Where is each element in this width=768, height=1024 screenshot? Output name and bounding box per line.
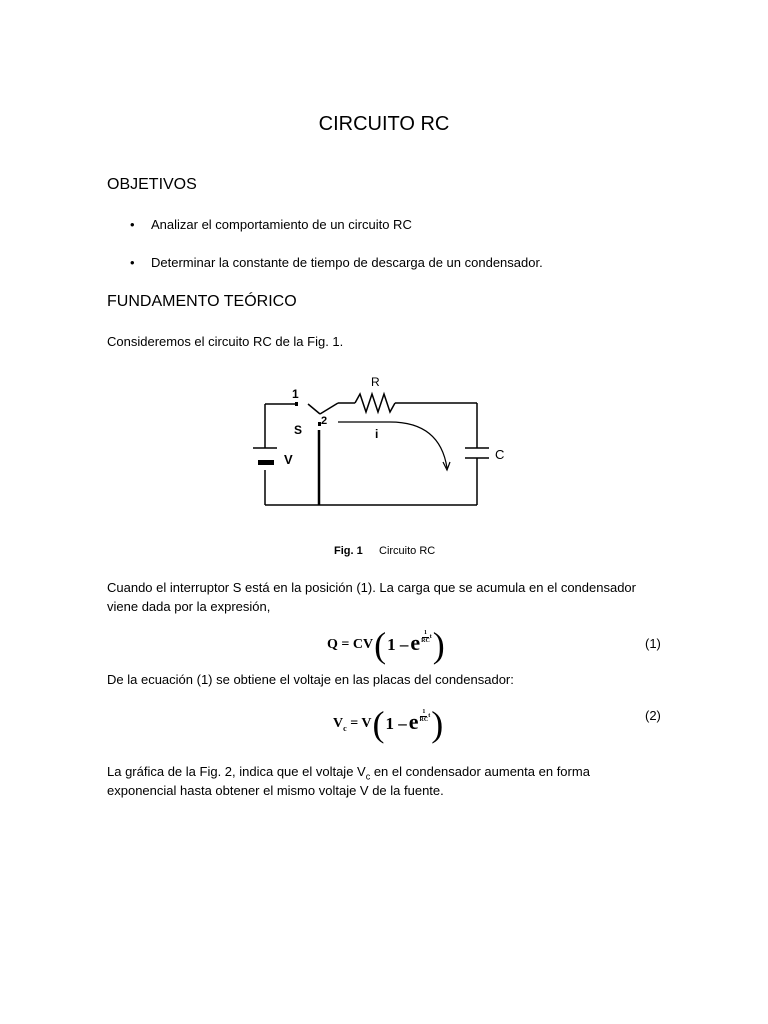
battery-plate-short	[258, 460, 274, 465]
left-paren: (	[372, 704, 385, 744]
left-paren: (	[374, 625, 387, 665]
paragraph-line: Cuando el interruptor S está en la posición (1). La carga que se acumula en el condensador	[107, 580, 636, 595]
figure-caption-number: Fig. 1	[334, 545, 363, 557]
eq2-exp-num: 1	[422, 708, 426, 715]
paragraph-line: De la ecuación (1) se obtiene el voltaje en las placas del condensador:	[107, 672, 514, 687]
right-paren: )	[432, 625, 445, 665]
eq1-lhs: Q = CV	[327, 637, 374, 652]
eq2-lhs-v: V	[333, 716, 344, 731]
label-v: V	[284, 452, 293, 467]
eq2-eq-v: = V	[346, 716, 372, 731]
page-title: CIRCUITO RC	[318, 113, 450, 135]
equation-2	[333, 704, 443, 744]
eq2-exp-t: t	[428, 713, 431, 719]
para3-text-b: en el condensador aumenta en forma	[370, 764, 590, 779]
eq2-e: e	[408, 709, 419, 734]
paragraph-line: exponencial hasta obtener el mismo voltaje V de la fuente.	[107, 783, 444, 798]
label-s: S	[294, 423, 303, 437]
objective-item: Analizar el comportamiento de un circuito RC	[151, 217, 412, 232]
resistor-symbol	[355, 394, 395, 412]
equation-1	[327, 625, 445, 665]
fundamento-heading: FUNDAMENTO TEÓRICO	[107, 293, 297, 310]
para3-text-a: La gráfica de la Fig. 2, indica que el voltaje V	[107, 764, 366, 779]
eq1-one-minus: 1 –	[387, 635, 409, 654]
terminal-1	[295, 402, 298, 406]
paragraph-line: viene dada por la expresión,	[107, 599, 271, 614]
label-c: C	[495, 447, 505, 462]
bullet-marker: •	[130, 255, 135, 270]
eq2-exp-den: RC	[419, 716, 429, 723]
label-2: 2	[321, 415, 328, 427]
label-1: 1	[292, 387, 299, 401]
eq2-one-minus: 1 –	[385, 714, 407, 733]
switch-blade	[308, 404, 320, 414]
figure-caption-text: Circuito RC	[379, 545, 436, 557]
eq1-exp-num: 1	[423, 629, 427, 636]
equation-2-number: (2)	[645, 708, 661, 723]
objective-item: Determinar la constante de tiempo de descarga de un condensador.	[151, 255, 543, 270]
objetivos-heading: OBJETIVOS	[107, 176, 197, 193]
current-arrow	[338, 422, 447, 468]
eq2-exponent	[420, 709, 429, 724]
eq1-exp-t: t	[429, 634, 432, 640]
bullet-marker: •	[130, 217, 135, 232]
rc-circuit-diagram	[250, 370, 520, 515]
para3-subscript: c	[365, 771, 371, 782]
eq1-exp-den: RC	[421, 637, 430, 644]
eq1-e: e	[410, 630, 421, 655]
intro-paragraph: Consideremos el circuito RC de la Fig. 1.	[107, 334, 344, 349]
label-r: R	[371, 375, 380, 389]
label-i: i	[375, 427, 379, 441]
eq1-exponent	[421, 630, 430, 645]
equation-1-number: (1)	[645, 636, 661, 651]
eq2-lhs-sub: c	[343, 723, 347, 733]
right-paren: )	[431, 704, 444, 744]
